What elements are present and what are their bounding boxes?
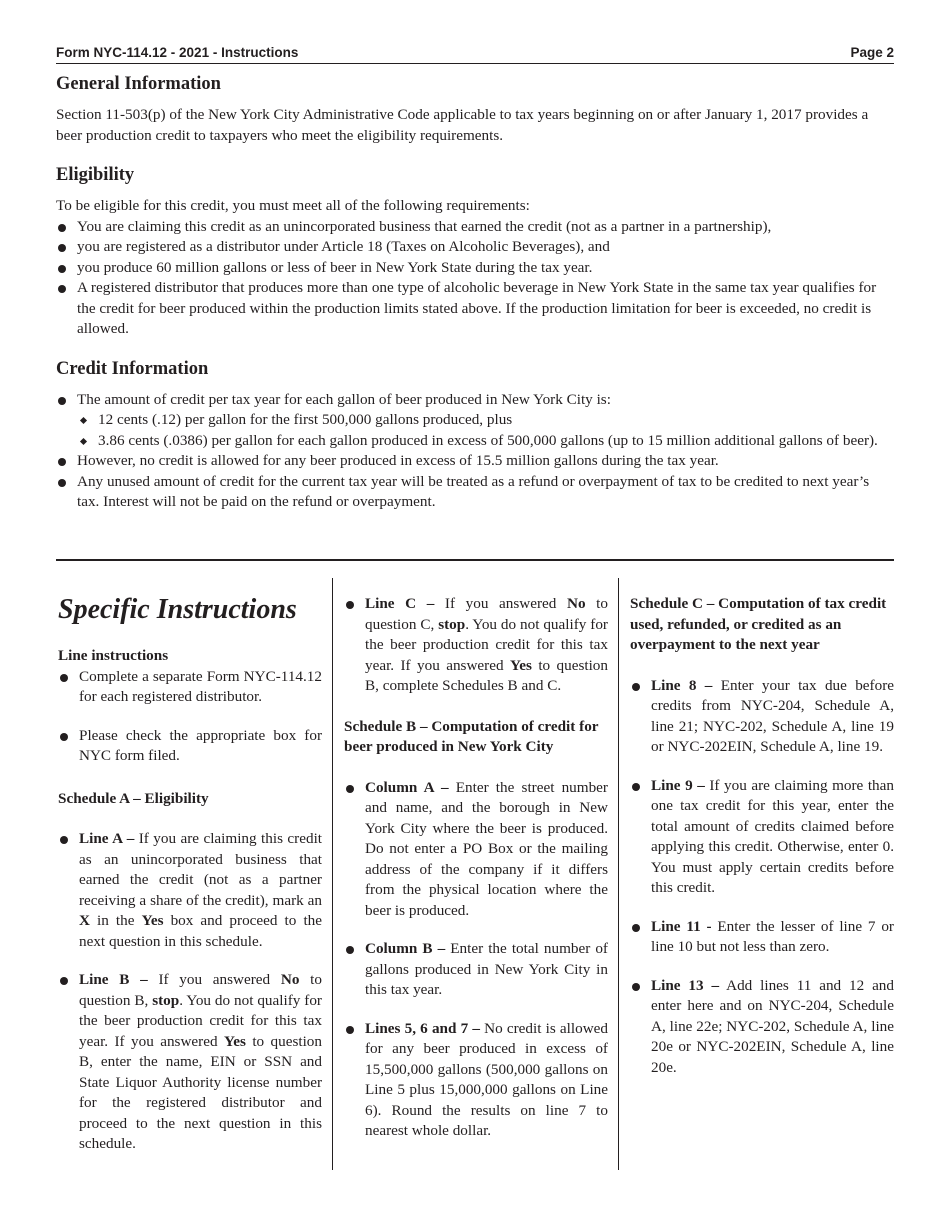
line-b-item bbox=[58, 970, 322, 1155]
line-8-label: Line 8 – bbox=[651, 676, 713, 694]
line-13-label: Line 13 – bbox=[651, 976, 720, 994]
page-number: Page 2 bbox=[850, 45, 894, 60]
instructions-column-2 bbox=[344, 594, 608, 1142]
line-c-text: If you answered bbox=[434, 595, 567, 612]
line-c-text: to question C, bbox=[365, 595, 608, 633]
no-text: No bbox=[280, 971, 300, 988]
lines-5-6-7-text: No credit is allowed for any beer produced in excess of 15,500,000 gallons (500,000 gallons on Line 5 plus 15,000,000 gallons on Line 6). Round the results on line 7 to nearest whole dollar. bbox=[365, 1019, 608, 1139]
line-9-item bbox=[630, 776, 894, 899]
list-item bbox=[56, 390, 894, 452]
intro-sections bbox=[56, 72, 894, 530]
specific-instructions-heading: Specific Instructions bbox=[58, 594, 297, 625]
column-a-label: Column A – bbox=[365, 778, 449, 796]
lines-5-6-7-item bbox=[344, 1019, 608, 1142]
schedule-a-heading: Schedule A – Eligibility bbox=[58, 789, 209, 807]
x-mark-text: X bbox=[79, 912, 90, 929]
line-a-text: box and proceed to the next question in this schedule. bbox=[79, 912, 323, 950]
schedule-c-heading: Schedule C – Computation of tax credit used, refunded, or credited as an overpayment to the next year bbox=[630, 595, 887, 653]
schedule-b-list bbox=[344, 778, 608, 1142]
list-item: Any unused amount of credit for the current tax year will be treated as a refund or overpayment of tax to be credited to next year’s tax. Interest will not be paid on the refund or overpayment. bbox=[56, 472, 894, 513]
line-c-list bbox=[344, 594, 608, 697]
line-9-text: If you are claiming more than one tax credit for this year, enter the total amount of credits claimed before applying this credit. Otherwise, enter 0. You must apply certain credits before this credit. bbox=[651, 776, 894, 896]
column-a-item bbox=[344, 778, 608, 922]
yes-text: Yes bbox=[223, 1032, 246, 1050]
column-a-text: Enter the street number and name, and the borough in New York City where the beer is produced. Do not enter a PO Box or the mailing address of the company if it differs from the physical location where the beer is produced. bbox=[365, 778, 608, 919]
list-item: you produce 60 million gallons or less of beer in New York State during the tax year. bbox=[56, 258, 894, 279]
general-information-heading: General Information bbox=[56, 74, 221, 94]
line-b-text: to question B, enter the name, EIN or SSN and State Liquor Authority license number for the registered distributor and proceed to the next question in this schedule. bbox=[79, 1032, 322, 1152]
line-8-text: Enter your tax due before credits from NYC-204, Schedule A, line 21; NYC-202, Schedule A, line 19 or NYC-202EIN, Schedule A, line 19. bbox=[651, 676, 894, 755]
line-b-text: If you answered bbox=[147, 971, 281, 988]
line-instructions-heading: Line instructions bbox=[58, 647, 169, 664]
eligibility-heading: Eligibility bbox=[56, 165, 135, 185]
list-item: A registered distributor that produces more than one type of alcoholic beverage in New York State in the same tax year qualifies for the credit for beer produced within the production limits stated above. If the production limitation for beer is exceeded, no credit is allowed. bbox=[56, 278, 894, 340]
form-title: Form NYC-114.12 - 2021 - Instructions bbox=[56, 45, 299, 60]
stop-text: stop bbox=[152, 991, 180, 1009]
section-divider bbox=[56, 559, 894, 561]
schedule-a-list bbox=[58, 829, 322, 1155]
eligibility-list bbox=[56, 217, 894, 340]
line-11-item bbox=[630, 917, 894, 958]
line-b-text: to question B, bbox=[79, 971, 322, 1009]
credit-information-heading: Credit Information bbox=[56, 358, 209, 379]
column-b-item bbox=[344, 939, 608, 1001]
column-divider bbox=[618, 578, 619, 1170]
list-item: Complete a separate Form NYC-114.12 for each registered distributor. bbox=[58, 667, 322, 708]
stop-text: stop bbox=[438, 615, 466, 633]
list-item: 3.86 cents (.0386) per gallon for each gallon produced in excess of 500,000 gallons (up to 15 million additional gallons of beer). bbox=[77, 431, 894, 452]
line-8-item bbox=[630, 676, 894, 758]
line-c-item bbox=[344, 594, 608, 697]
list-item: 12 cents (.12) per gallon for the first 500,000 gallons produced, plus bbox=[77, 410, 894, 431]
line-b-label: Line B – bbox=[79, 971, 148, 988]
credit-list bbox=[56, 390, 894, 513]
line-13-item bbox=[630, 976, 894, 1079]
line-a-text: in the bbox=[89, 912, 142, 929]
list-item: You are claiming this credit as an unincorporated business that earned the credit (not as a partner in a partnership), bbox=[56, 217, 894, 238]
yes-text: Yes bbox=[509, 656, 532, 674]
line-c-label: Line C – bbox=[365, 595, 435, 612]
line-11-label: Line 11 - bbox=[651, 917, 712, 935]
page-header bbox=[56, 45, 894, 64]
line-a-item bbox=[58, 829, 322, 952]
column-b-label: Column B – bbox=[365, 940, 446, 957]
line-b-text: . You do not qualify for the beer production credit for this tax year. If you answered bbox=[79, 991, 322, 1050]
schedule-b-heading: Schedule B – Computation of credit for beer produced in New York City bbox=[344, 717, 599, 755]
no-text: No bbox=[567, 595, 586, 612]
column-divider bbox=[332, 578, 333, 1170]
schedule-c-list bbox=[630, 676, 894, 1079]
line-13-text: Add lines 11 and 12 and enter here and on NYC-204, Schedule A, line 22e; NYC-202, Schedule A, line 20e or NYC-202EIN, Schedule A, line 20e. bbox=[651, 976, 894, 1076]
eligibility-section bbox=[56, 163, 894, 340]
list-item: However, no credit is allowed for any beer produced in excess of 15.5 million gallons during the tax year. bbox=[56, 451, 894, 472]
credit-rate-intro: The amount of credit per tax year for each gallon of beer produced in New York City is: bbox=[77, 390, 611, 408]
list-item: Please check the appropriate box for NYC form filed. bbox=[58, 726, 322, 767]
general-information-section bbox=[56, 72, 894, 146]
line-11-text: Enter the lesser of line 7 or line 10 but not less than zero. bbox=[651, 917, 894, 955]
line-instructions-list bbox=[58, 667, 322, 767]
column-b-text: Enter the total number of gallons produced in New York City in this tax year. bbox=[365, 940, 608, 998]
line-c-text: . You do not qualify for the beer production credit for this tax year. If you answered bbox=[365, 615, 608, 674]
yes-text: Yes bbox=[141, 912, 164, 929]
list-item: you are registered as a distributor under Article 18 (Taxes on Alcoholic Beverages), and bbox=[56, 237, 894, 258]
line-c-text: to question B, complete Schedules B and C. bbox=[365, 656, 608, 694]
instructions-column-3 bbox=[630, 594, 894, 1078]
instructions-column-1 bbox=[58, 594, 322, 1155]
lines-5-6-7-label: Lines 5, 6 and 7 – bbox=[365, 1019, 480, 1037]
credit-information-section bbox=[56, 357, 894, 513]
line-9-label: Line 9 – bbox=[651, 776, 705, 794]
general-information-text: Section 11-503(p) of the New York City Administrative Code applicable to tax years beginning on or after January 1, 2017 provides a beer production credit to taxpayers who meet the eligibility requirements. bbox=[56, 106, 869, 144]
eligibility-intro: To be eligible for this credit, you must meet all of the following requirements: bbox=[56, 197, 530, 214]
line-a-label: Line A – bbox=[79, 830, 135, 847]
credit-rate-list bbox=[77, 410, 894, 451]
line-a-text: If you are claiming this credit as an unincorporated business that earned the credit (not as a partner receiving a share of the credit), mark an bbox=[79, 830, 323, 909]
